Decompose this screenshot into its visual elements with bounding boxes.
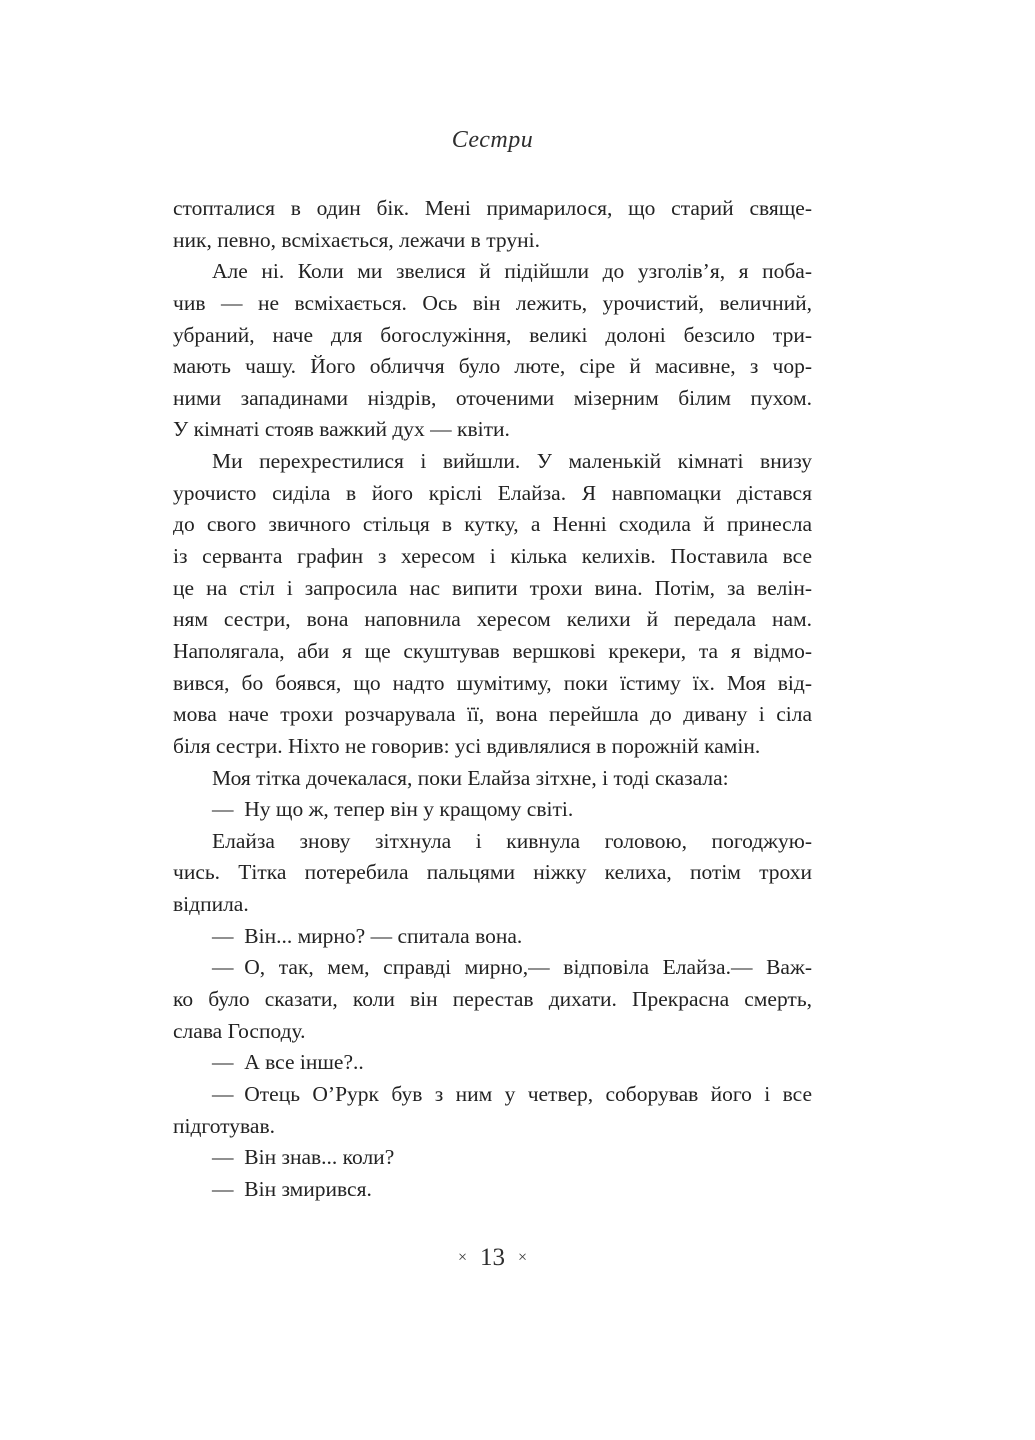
page-number-decor-right: × xyxy=(518,1249,528,1266)
text-line: Наполягала, аби я ще скуштував вершкові крекери, та я відмо- xyxy=(173,638,812,663)
text-line: чив — не всміхається. Ось він лежить, урочистий, величний, xyxy=(173,290,812,315)
text-line: мова наче трохи розчарувала її, вона перейшла до дивану і сіла xyxy=(173,702,812,727)
page-footer xyxy=(173,1243,812,1273)
text-line: відпила. xyxy=(173,892,249,917)
text-line: вився, бо боявся, що надто шумітиму, поки їстиму їх. Моя від- xyxy=(173,670,812,695)
text-line: Ми перехрестилися і вийшли. У маленькій кімнаті внизу xyxy=(212,449,812,474)
running-head: Сестри xyxy=(451,127,534,153)
text-line: Моя тітка дочекалася, поки Елайза зітхне, і тоді сказала: xyxy=(212,765,729,790)
text-line: ням сестри, вона наповнила хересом келихи й передала нам. xyxy=(173,607,812,632)
text-line: — Він змирився. xyxy=(212,1176,372,1201)
text-line: це на стіл і запросила нас випити трохи вина. Потім, за велін- xyxy=(173,575,812,600)
text-line: ник, певно, всміхається, лежачи в труні. xyxy=(173,227,540,252)
page-number: 13 xyxy=(480,1244,505,1271)
text-line: мають чашу. Його обличчя було люте, сіре й масивне, з чор- xyxy=(173,354,812,379)
text-line: — А все інше?.. xyxy=(212,1050,364,1075)
text-line: стопталися в один бік. Мені примарилося, що старий свяще- xyxy=(173,196,812,220)
text-line: чись. Тітка потеребила пальцями ніжку келиха, потім трохи xyxy=(173,860,812,885)
text-line: — Він... мирно? — спитала вона. xyxy=(212,923,523,948)
text-line: — Ну що ж, тепер він у кращому світі. xyxy=(212,797,574,822)
text-line: ко було сказати, коли він перестав дихати. Прекрасна смерть, xyxy=(173,987,812,1012)
text-line: Елайза знову зітхнула і кивнула головою, погоджую- xyxy=(212,828,812,853)
text-line: — Він знав... коли? xyxy=(212,1145,395,1170)
text-line: — О, так, мем, справді мирно,— відповіла Елайза.— Важ- xyxy=(212,955,812,980)
text-line: слава Господу. xyxy=(173,1018,306,1043)
text-line: підготував. xyxy=(173,1113,275,1138)
text-line: — Отець О’Рурк був з ним у четвер, соборував його і все xyxy=(212,1081,812,1106)
text-line: ними западинами ніздрів, оточеними мізерним білим пухом. xyxy=(173,385,812,410)
page-number-decor-left: × xyxy=(457,1249,467,1266)
text-line: біля сестри. Ніхто не говорив: усі вдивлялися в порожній камін. xyxy=(173,733,761,758)
text-line: урочисто сиділа в його кріслі Елайза. Я навпомацки дістався xyxy=(173,480,812,505)
text-line: У кімнаті стояв важкий дух — квіти. xyxy=(173,417,510,442)
text-line: із серванта графин з хересом і кілька келихів. Поставила все xyxy=(173,544,812,569)
body-text xyxy=(173,193,812,1206)
text-line: убраний, наче для богослужіння, великі долоні безсило три- xyxy=(173,322,812,347)
text-line: до свого звичного стільця в кутку, а Ненні сходила й принесла xyxy=(173,512,812,537)
text-line: Але ні. Коли ми звелися й підійшли до узголів’я, я поба- xyxy=(212,259,812,284)
